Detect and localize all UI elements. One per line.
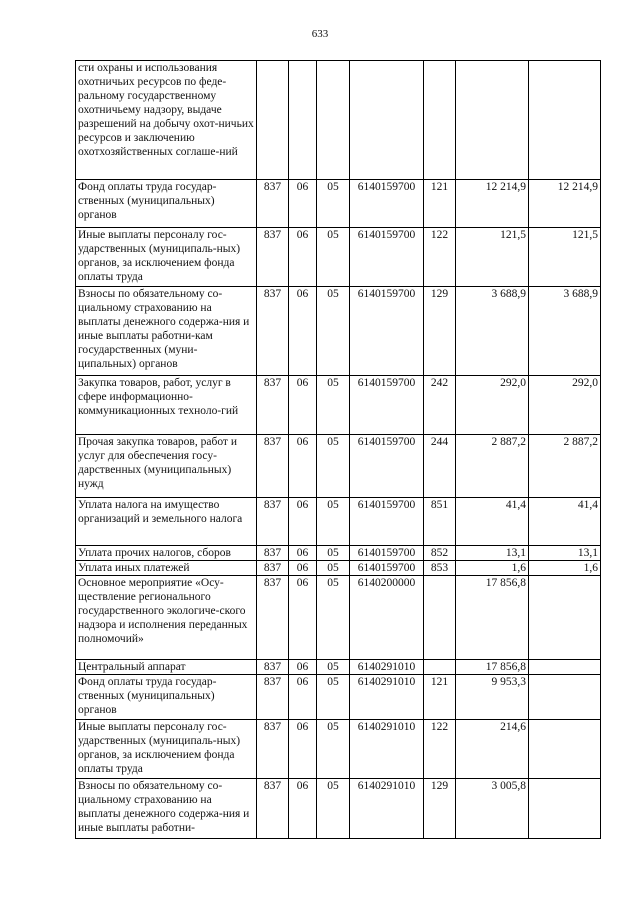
target-article-cell: 6140159700 [350, 228, 424, 287]
row-name-cell: Уплата налога на имущество организаций и земельного налога [76, 498, 257, 546]
amount-cell: 2 887,2 [456, 435, 529, 498]
expense-type-cell [424, 61, 456, 180]
amount-second-cell [529, 779, 601, 839]
ministry-code-cell: 837 [257, 720, 289, 779]
section-code-cell: 06 [289, 180, 317, 228]
amount-cell: 17 856,8 [456, 576, 529, 660]
row-name-cell: Уплата прочих налогов, сборов [76, 546, 257, 561]
amount-second-cell [529, 576, 601, 660]
amount-second-cell: 3 688,9 [529, 287, 601, 376]
amount-cell: 12 214,9 [456, 180, 529, 228]
expense-type-cell: 129 [424, 779, 456, 839]
section-code-cell: 06 [289, 779, 317, 839]
amount-second-cell: 13,1 [529, 546, 601, 561]
subsection-code-cell: 05 [317, 180, 350, 228]
budget-table [75, 60, 601, 839]
amount-second-cell: 292,0 [529, 376, 601, 435]
expense-type-cell: 853 [424, 561, 456, 576]
ministry-code-cell: 837 [257, 675, 289, 720]
amount-cell: 292,0 [456, 376, 529, 435]
amount-second-cell [529, 61, 601, 180]
subsection-code-cell: 05 [317, 576, 350, 660]
expense-type-cell [424, 576, 456, 660]
ministry-code-cell: 837 [257, 561, 289, 576]
subsection-code-cell: 05 [317, 561, 350, 576]
target-article-cell: 6140159700 [350, 561, 424, 576]
target-article-cell: 6140291010 [350, 660, 424, 675]
target-article-cell: 6140159700 [350, 180, 424, 228]
ministry-code-cell: 837 [257, 287, 289, 376]
amount-cell: 3 688,9 [456, 287, 529, 376]
section-code-cell [289, 61, 317, 180]
amount-second-cell [529, 720, 601, 779]
ministry-code-cell: 837 [257, 576, 289, 660]
section-code-cell: 06 [289, 561, 317, 576]
table-row [76, 498, 601, 546]
subsection-code-cell: 05 [317, 675, 350, 720]
ministry-code-cell: 837 [257, 660, 289, 675]
amount-cell: 121,5 [456, 228, 529, 287]
expense-type-cell: 129 [424, 287, 456, 376]
expense-type-cell: 244 [424, 435, 456, 498]
subsection-code-cell: 05 [317, 435, 350, 498]
target-article-cell: 6140159700 [350, 376, 424, 435]
expense-type-cell: 242 [424, 376, 456, 435]
row-name-cell: сти охраны и использования охотничьих ресурсов по феде-ральному государственному охотничьему надзору, выдаче разрешений на добычу охот-ничьих ресурсов и заключению охотхозяйственных соглаше-ний [76, 61, 257, 180]
row-name-cell: Уплата иных платежей [76, 561, 257, 576]
table-row [76, 61, 601, 180]
amount-second-cell: 12 214,9 [529, 180, 601, 228]
ministry-code-cell [257, 61, 289, 180]
section-code-cell: 06 [289, 435, 317, 498]
page-number: 633 [311, 28, 329, 40]
target-article-cell: 6140291010 [350, 675, 424, 720]
amount-second-cell [529, 660, 601, 675]
target-article-cell: 6140159700 [350, 498, 424, 546]
subsection-code-cell [317, 61, 350, 180]
subsection-code-cell: 05 [317, 546, 350, 561]
expense-type-cell: 121 [424, 675, 456, 720]
expense-type-cell: 852 [424, 546, 456, 561]
table-row [76, 287, 601, 376]
expense-type-cell [424, 660, 456, 675]
section-code-cell: 06 [289, 498, 317, 546]
ministry-code-cell: 837 [257, 779, 289, 839]
row-name-cell: Иные выплаты персоналу гос-ударственных (муниципаль-ных) органов, за исключением фонда оплаты труда [76, 228, 257, 287]
ministry-code-cell: 837 [257, 180, 289, 228]
row-name-cell: Взносы по обязательному со-циальному страхованию на выплаты денежного содержа-ния и иные выплаты работни- [76, 779, 257, 839]
subsection-code-cell: 05 [317, 376, 350, 435]
section-code-cell: 06 [289, 546, 317, 561]
amount-cell: 13,1 [456, 546, 529, 561]
table-row [76, 576, 601, 660]
section-code-cell: 06 [289, 228, 317, 287]
amount-cell: 9 953,3 [456, 675, 529, 720]
row-name-cell: Иные выплаты персоналу гос-ударственных (муниципаль-ных) органов, за исключением фонда оплаты труда [76, 720, 257, 779]
amount-cell: 1,6 [456, 561, 529, 576]
subsection-code-cell: 05 [317, 720, 350, 779]
row-name-cell: Закупка товаров, работ, услуг в сфере информационно-коммуникационных техноло-гий [76, 376, 257, 435]
target-article-cell [350, 61, 424, 180]
amount-cell [456, 61, 529, 180]
table-row [76, 561, 601, 576]
amount-cell: 17 856,8 [456, 660, 529, 675]
row-name-cell: Фонд оплаты труда государ-ственных (муниципальных) органов [76, 180, 257, 228]
target-article-cell: 6140159700 [350, 287, 424, 376]
subsection-code-cell: 05 [317, 228, 350, 287]
ministry-code-cell: 837 [257, 228, 289, 287]
row-name-cell: Взносы по обязательному со-циальному страхованию на выплаты денежного содержа-ния и иные выплаты работни-кам государственных (муни-ципальных) органов [76, 287, 257, 376]
amount-second-cell: 41,4 [529, 498, 601, 546]
amount-second-cell: 121,5 [529, 228, 601, 287]
amount-cell: 3 005,8 [456, 779, 529, 839]
expense-type-cell: 851 [424, 498, 456, 546]
expense-type-cell: 122 [424, 228, 456, 287]
target-article-cell: 6140291010 [350, 779, 424, 839]
expense-type-cell: 121 [424, 180, 456, 228]
amount-second-cell [529, 675, 601, 720]
target-article-cell: 6140159700 [350, 435, 424, 498]
section-code-cell: 06 [289, 576, 317, 660]
table-row [76, 720, 601, 779]
table-row [76, 675, 601, 720]
ministry-code-cell: 837 [257, 376, 289, 435]
table-row [76, 180, 601, 228]
subsection-code-cell: 05 [317, 779, 350, 839]
target-article-cell: 6140159700 [350, 546, 424, 561]
row-name-cell: Прочая закупка товаров, работ и услуг для обеспечения госу-дарственных (муниципальных) нужд [76, 435, 257, 498]
row-name-cell: Фонд оплаты труда государ-ственных (муниципальных) органов [76, 675, 257, 720]
budget-table-body [76, 61, 601, 839]
target-article-cell: 6140291010 [350, 720, 424, 779]
row-name-cell: Центральный аппарат [76, 660, 257, 675]
table-row [76, 376, 601, 435]
amount-second-cell: 2 887,2 [529, 435, 601, 498]
table-row [76, 660, 601, 675]
expense-type-cell: 122 [424, 720, 456, 779]
amount-second-cell: 1,6 [529, 561, 601, 576]
section-code-cell: 06 [289, 376, 317, 435]
section-code-cell: 06 [289, 660, 317, 675]
section-code-cell: 06 [289, 720, 317, 779]
subsection-code-cell: 05 [317, 660, 350, 675]
ministry-code-cell: 837 [257, 435, 289, 498]
section-code-cell: 06 [289, 675, 317, 720]
ministry-code-cell: 837 [257, 546, 289, 561]
table-row [76, 228, 601, 287]
table-row [76, 546, 601, 561]
table-row [76, 779, 601, 839]
subsection-code-cell: 05 [317, 287, 350, 376]
amount-cell: 214,6 [456, 720, 529, 779]
section-code-cell: 06 [289, 287, 317, 376]
ministry-code-cell: 837 [257, 498, 289, 546]
subsection-code-cell: 05 [317, 498, 350, 546]
target-article-cell: 6140200000 [350, 576, 424, 660]
row-name-cell: Основное мероприятие «Осу-ществление регионального государственного экологиче-ского надзора и исполнения переданных полномочий» [76, 576, 257, 660]
amount-cell: 41,4 [456, 498, 529, 546]
table-row [76, 435, 601, 498]
